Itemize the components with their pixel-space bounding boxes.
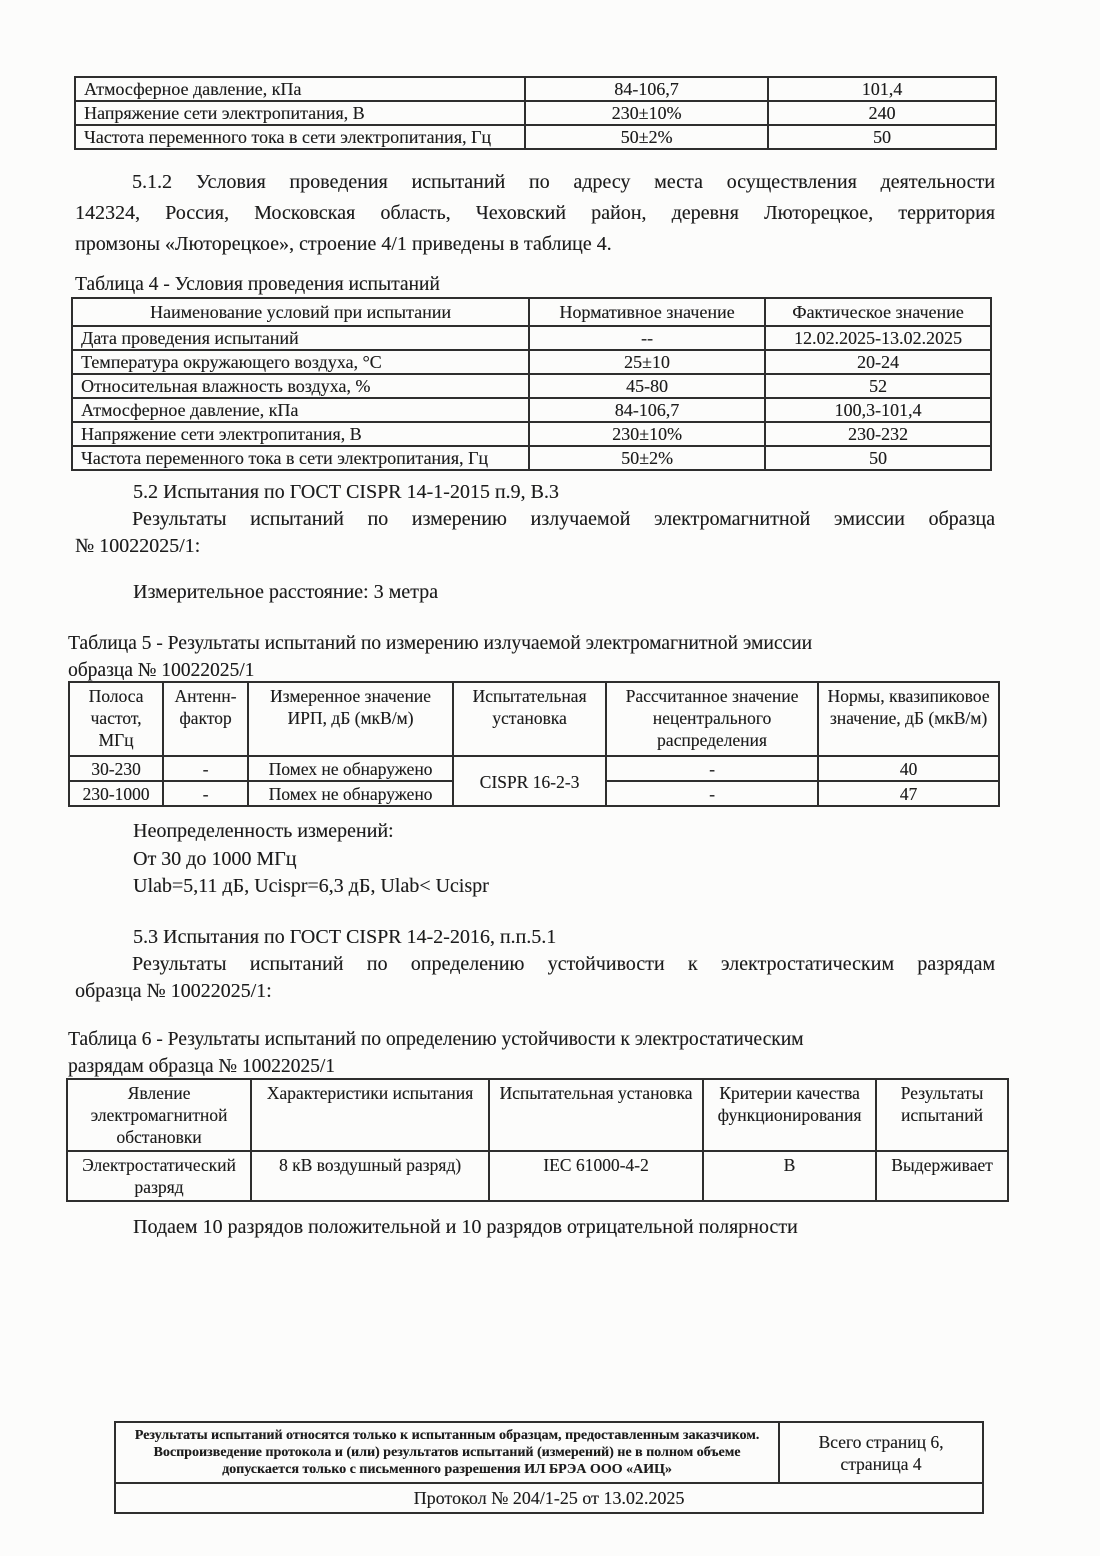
paragraph-line: образца № 10022025/1: [75,980,272,1002]
column-header: Испытательная установка [489,1079,703,1151]
table-cell: Атмосферное давление, кПа [72,398,529,422]
column-header: Явление электромагнитной обстановки [67,1079,251,1151]
table-row [72,374,991,398]
disclaimer-line: допускается только с письменного разрешения ИЛ БРЭА ООО «АИЦ» [222,1462,672,1477]
caption-line: разрядам образца № 10022025/1 [68,1056,336,1077]
table-row [75,101,996,125]
table6-caption [68,1026,1013,1080]
table-cell: -- [529,326,765,350]
table-cell: 230-1000 [69,781,163,806]
table-cell: 100,3-101,4 [765,398,991,422]
table-cell: IEC 61000-4-2 [489,1151,703,1201]
table-header-row [72,298,991,326]
disclaimer-line: Воспроизведение протокола и (или) результатов испытаний (измерений) не в полном объеме [153,1445,741,1460]
section-5-2-text [75,506,995,560]
table-cell: CISPR 16-2-3 [453,756,606,806]
footer-disclaimer [115,1422,779,1483]
table-cell: Относительная влажность воздуха, % [72,374,529,398]
table-cell: Помех не обнаружено [248,756,453,781]
table-cell: 50±2% [525,125,768,149]
section-5-3-text [75,951,995,1005]
table-row [72,422,991,446]
column-header: Наименование условий при испытании [72,298,529,326]
table-row [75,77,996,101]
table-cell: - [606,781,818,806]
table-cell: 230-232 [765,422,991,446]
caption-line: Таблица 6 - Результаты испытаний по определению устойчивости к электростатическим [68,1029,804,1050]
measurement-distance-note: Измерительное расстояние: 3 метра [133,581,438,603]
table5-caption [68,630,1013,684]
table-cell: Помех не обнаружено [248,781,453,806]
column-header: Критерии качества функционирования [703,1079,876,1151]
paragraph-line: 142324, Россия, Московская область, Чеховский район, деревня Люторецкое, территория [75,202,995,224]
column-header: Антенн-фактор [163,682,248,756]
table-cell: В [703,1151,876,1201]
page-count-line: страница 4 [840,1453,922,1474]
column-header: Испытательная установка [453,682,606,756]
column-header: Измеренное значение ИРП, дБ (мкВ/м) [248,682,453,756]
paragraph-line: № 10022025/1: [75,535,201,557]
table-cell: 52 [765,374,991,398]
table-cell: 240 [768,101,996,125]
table-cell: 47 [818,781,999,806]
section-5-2-heading: 5.2 Испытания по ГОСТ CISPR 14-1-2015 п.9, В.3 [133,481,559,503]
uncertainty-line: Неопределенность измерений: [133,820,394,842]
page-count [779,1422,983,1483]
table-header-row [67,1079,1008,1151]
test-conditions-table-continued [74,76,997,150]
discharge-polarity-note: Подаем 10 разрядов положительной и 10 разрядов отрицательной полярности [133,1216,798,1238]
table-cell: Электростатический разряд [67,1151,251,1201]
table-cell: 40 [818,756,999,781]
caption-line: образца № 10022025/1 [68,660,255,681]
table-cell: Атмосферное давление, кПа [75,77,525,101]
table-cell: - [606,756,818,781]
table-cell: 50±2% [529,446,765,470]
measurement-uncertainty-note [133,818,489,901]
uncertainty-line: Ulab=5,11 дБ, Ucispr=6,3 дБ, Ulab< Ucispr [133,875,489,897]
table-cell: 230±10% [525,101,768,125]
table-cell: Частота переменного тока в сети электропитания, Гц [75,125,525,149]
column-header: Фактическое значение [765,298,991,326]
table-cell: 8 кВ воздушный разряд) [251,1151,489,1201]
table-cell: 50 [765,446,991,470]
table6-esd-results [66,1078,1009,1202]
paragraph-line: 5.1.2 Условия проведения испытаний по адресу места осуществления деятельности [132,171,995,193]
table-cell: - [163,756,248,781]
table4-caption: Таблица 4 - Условия проведения испытаний [75,274,440,295]
page-footer [114,1421,984,1514]
table-cell: 230±10% [529,422,765,446]
section-5-3-heading: 5.3 Испытания по ГОСТ CISPR 14-2-2016, п.п.5.1 [133,926,557,948]
table4-test-conditions [71,297,992,471]
page-count-line: Всего страниц 6, [818,1431,944,1452]
column-header: Полоса частот, МГц [69,682,163,756]
table-cell: Дата проведения испытаний [72,326,529,350]
table-header-row [69,682,999,756]
table-row [72,350,991,374]
table-cell: 20-24 [765,350,991,374]
column-header: Характеристики испытания [251,1079,489,1151]
footer-row [115,1422,983,1483]
table-row [72,326,991,350]
column-header: Нормативное значение [529,298,765,326]
table-cell: - [163,781,248,806]
table-cell: 50 [768,125,996,149]
column-header: Нормы, квазипиковое значение, дБ (мкВ/м) [818,682,999,756]
table-cell: Температура окружающего воздуха, °С [72,350,529,374]
table-cell: 25±10 [529,350,765,374]
table-cell: 12.02.2025-13.02.2025 [765,326,991,350]
disclaimer-line: Результаты испытаний относятся только к испытанным образцам, предоставленным заказчиком. [134,1428,760,1443]
table-cell: 30-230 [69,756,163,781]
table5-emission-results [68,681,1000,807]
table-row [69,756,999,781]
column-header: Результаты испытаний [876,1079,1008,1151]
table-cell: Напряжение сети электропитания, В [72,422,529,446]
table-cell: Выдерживает [876,1151,1008,1201]
table-cell: 84-106,7 [525,77,768,101]
paragraph-line: Результаты испытаний по измерению излучаемой электромагнитной эмиссии образца [132,508,995,530]
paragraph-line: Результаты испытаний по определению устойчивости к электростатическим разрядам [132,953,995,975]
paragraph-5-1-2 [75,167,995,260]
table-cell: Частота переменного тока в сети электропитания, Гц [72,446,529,470]
protocol-number: Протокол № 204/1-25 от 13.02.2025 [115,1483,983,1513]
table-cell: 84-106,7 [529,398,765,422]
table-cell: Напряжение сети электропитания, В [75,101,525,125]
paragraph-line: промзоны «Люторецкое», строение 4/1 приведены в таблице 4. [75,233,612,255]
table-row [67,1151,1008,1201]
table-cell: 45-80 [529,374,765,398]
table-row [72,446,991,470]
caption-line: Таблица 5 - Результаты испытаний по измерению излучаемой электромагнитной эмиссии [68,633,813,654]
table-row [72,398,991,422]
table-row [75,125,996,149]
uncertainty-line: От 30 до 1000 МГц [133,847,297,870]
column-header: Рассчитанное значение нецентрального распределения [606,682,818,756]
footer-row [115,1483,983,1513]
footer-bottom-line [114,1513,982,1514]
table-cell: 101,4 [768,77,996,101]
